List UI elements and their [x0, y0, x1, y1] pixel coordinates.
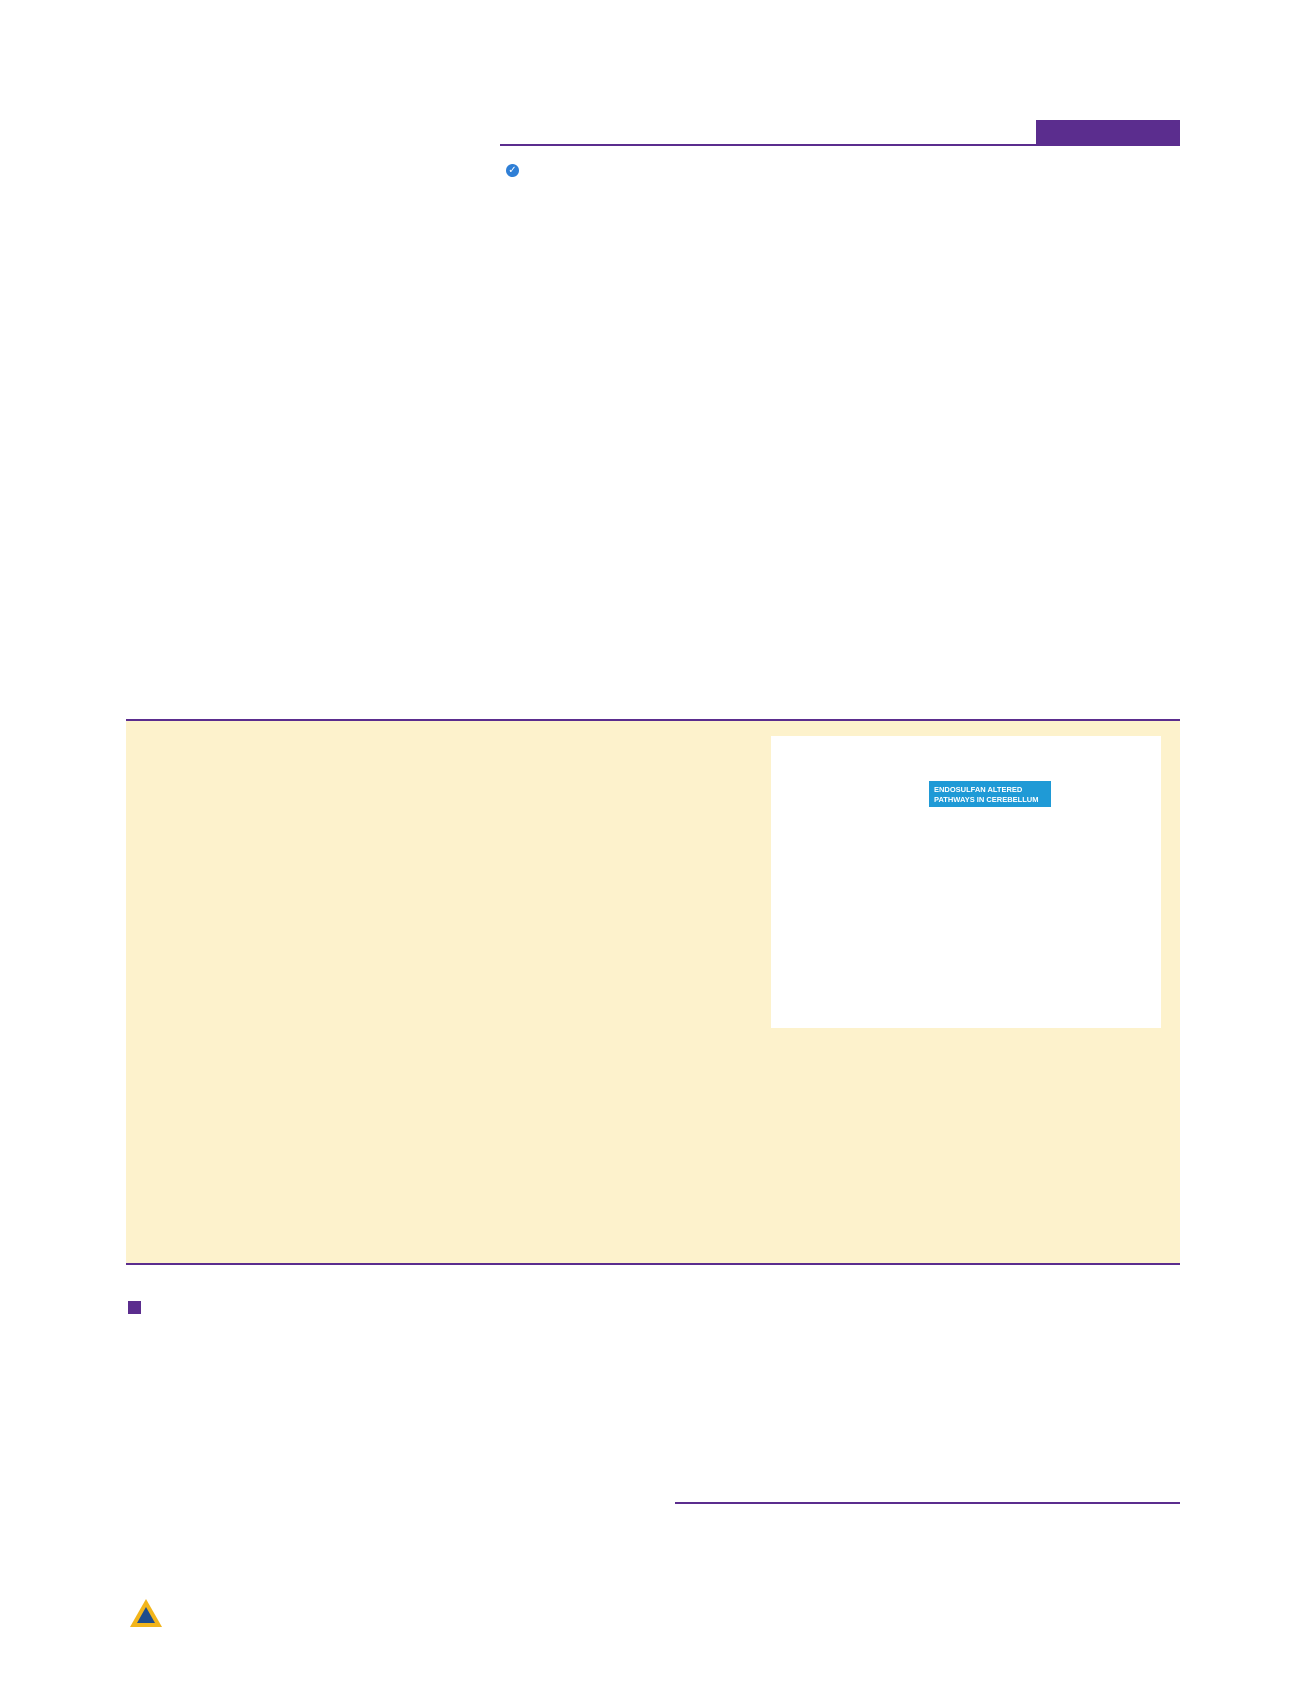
toc-graphic: [771, 736, 1161, 1028]
cite-line[interactable]: [506, 160, 523, 177]
publisher-logo[interactable]: [128, 1597, 170, 1629]
abstract-text: [145, 736, 1161, 1034]
header-rule: [500, 144, 1180, 146]
pathways-title-1: ENDOSULFAN ALTERED: [934, 785, 1023, 794]
acs-emblem-icon: [128, 1597, 164, 1629]
history-dates: [675, 1512, 767, 1583]
intro-heading: [128, 1297, 155, 1320]
section-square-icon: [128, 1301, 141, 1314]
article-type-badge: [1036, 120, 1180, 144]
dates-rule: [675, 1502, 1180, 1504]
check-icon: ✓: [506, 164, 519, 177]
pathways-title-2: PATHWAYS IN CEREBELLUM: [934, 795, 1039, 804]
toc-figure: [771, 736, 1161, 1028]
